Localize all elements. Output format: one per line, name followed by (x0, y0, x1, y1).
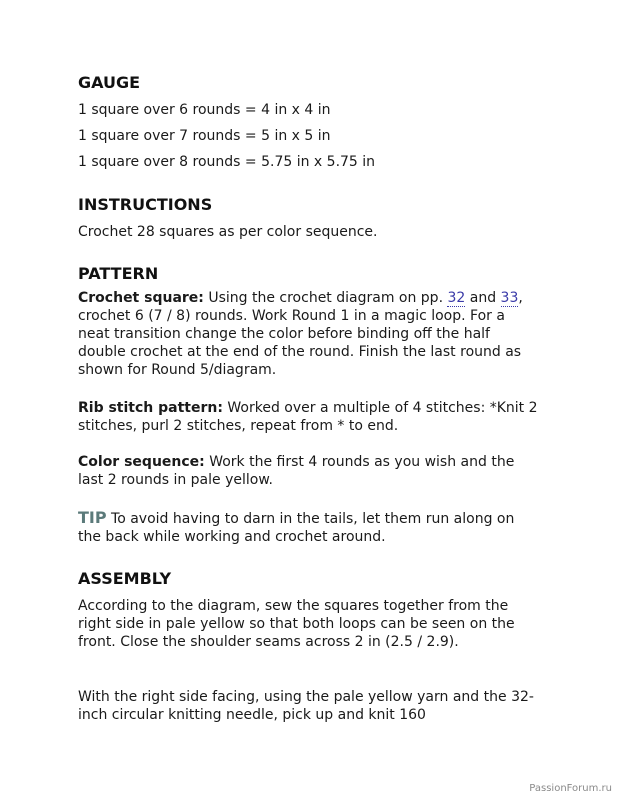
assembly-heading: ASSEMBLY (78, 569, 172, 588)
gauge-line-2: 1 square over 7 rounds = 5 in x 5 in (78, 128, 331, 144)
tip-text: To avoid having to darn in the tails, let them run along on the back while working and crochet around. (78, 511, 515, 545)
crochet-square-text-2: and (465, 290, 501, 306)
color-sequence-label: Color sequence: (78, 454, 205, 470)
color-sequence-text: Work the first 4 rounds as you wish and the last 2 rounds in pale yellow. (78, 454, 515, 488)
crochet-square-text-1: Using the crochet diagram on pp. (203, 290, 448, 306)
instructions-heading: INSTRUCTIONS (78, 195, 213, 214)
assembly-paragraph-2: With the right side facing, using the pale yellow yarn and the 32-inch circular knitting needle, pick up and knit 160 (78, 689, 534, 723)
page-link-32[interactable]: 32 (447, 290, 466, 306)
instructions-text: Crochet 28 squares as per color sequence. (78, 224, 378, 240)
crochet-square-label: Crochet square: (78, 290, 204, 306)
tip-paragraph (78, 509, 540, 546)
page-link-33[interactable]: 33 (500, 290, 519, 306)
gauge-line-1: 1 square over 6 rounds = 4 in x 4 in (78, 102, 331, 118)
assembly-paragraph-1: According to the diagram, sew the squares together from the right side in pale yellow so that both loops can be seen on the front. Close the shoulder seams across 2 in (2.5 / 2.9). (78, 598, 515, 650)
rib-stitch-text: Worked over a multiple of 4 stitches: *Knit 2 stitches, purl 2 stitches, repeat from * to end. (78, 400, 538, 434)
watermark-text: PassionForum.ru (529, 783, 612, 794)
gauge-line-3: 1 square over 8 rounds = 5.75 in x 5.75 in (78, 154, 376, 170)
rib-stitch-paragraph (78, 399, 540, 435)
tip-label: TIP (78, 508, 107, 527)
color-sequence-paragraph (78, 453, 540, 489)
crochet-square-paragraph (78, 289, 540, 379)
rib-stitch-label: Rib stitch pattern: (78, 400, 223, 416)
pattern-heading: PATTERN (78, 264, 159, 283)
crochet-square-text-3: , crochet 6 (7 / 8) rounds. Work Round 1 in a magic loop. For a neat transition change the color before binding off the half double crochet at the end of the round. Finish the last round as shown for Round 5/diagram. (78, 290, 523, 378)
gauge-heading: GAUGE (78, 73, 141, 92)
